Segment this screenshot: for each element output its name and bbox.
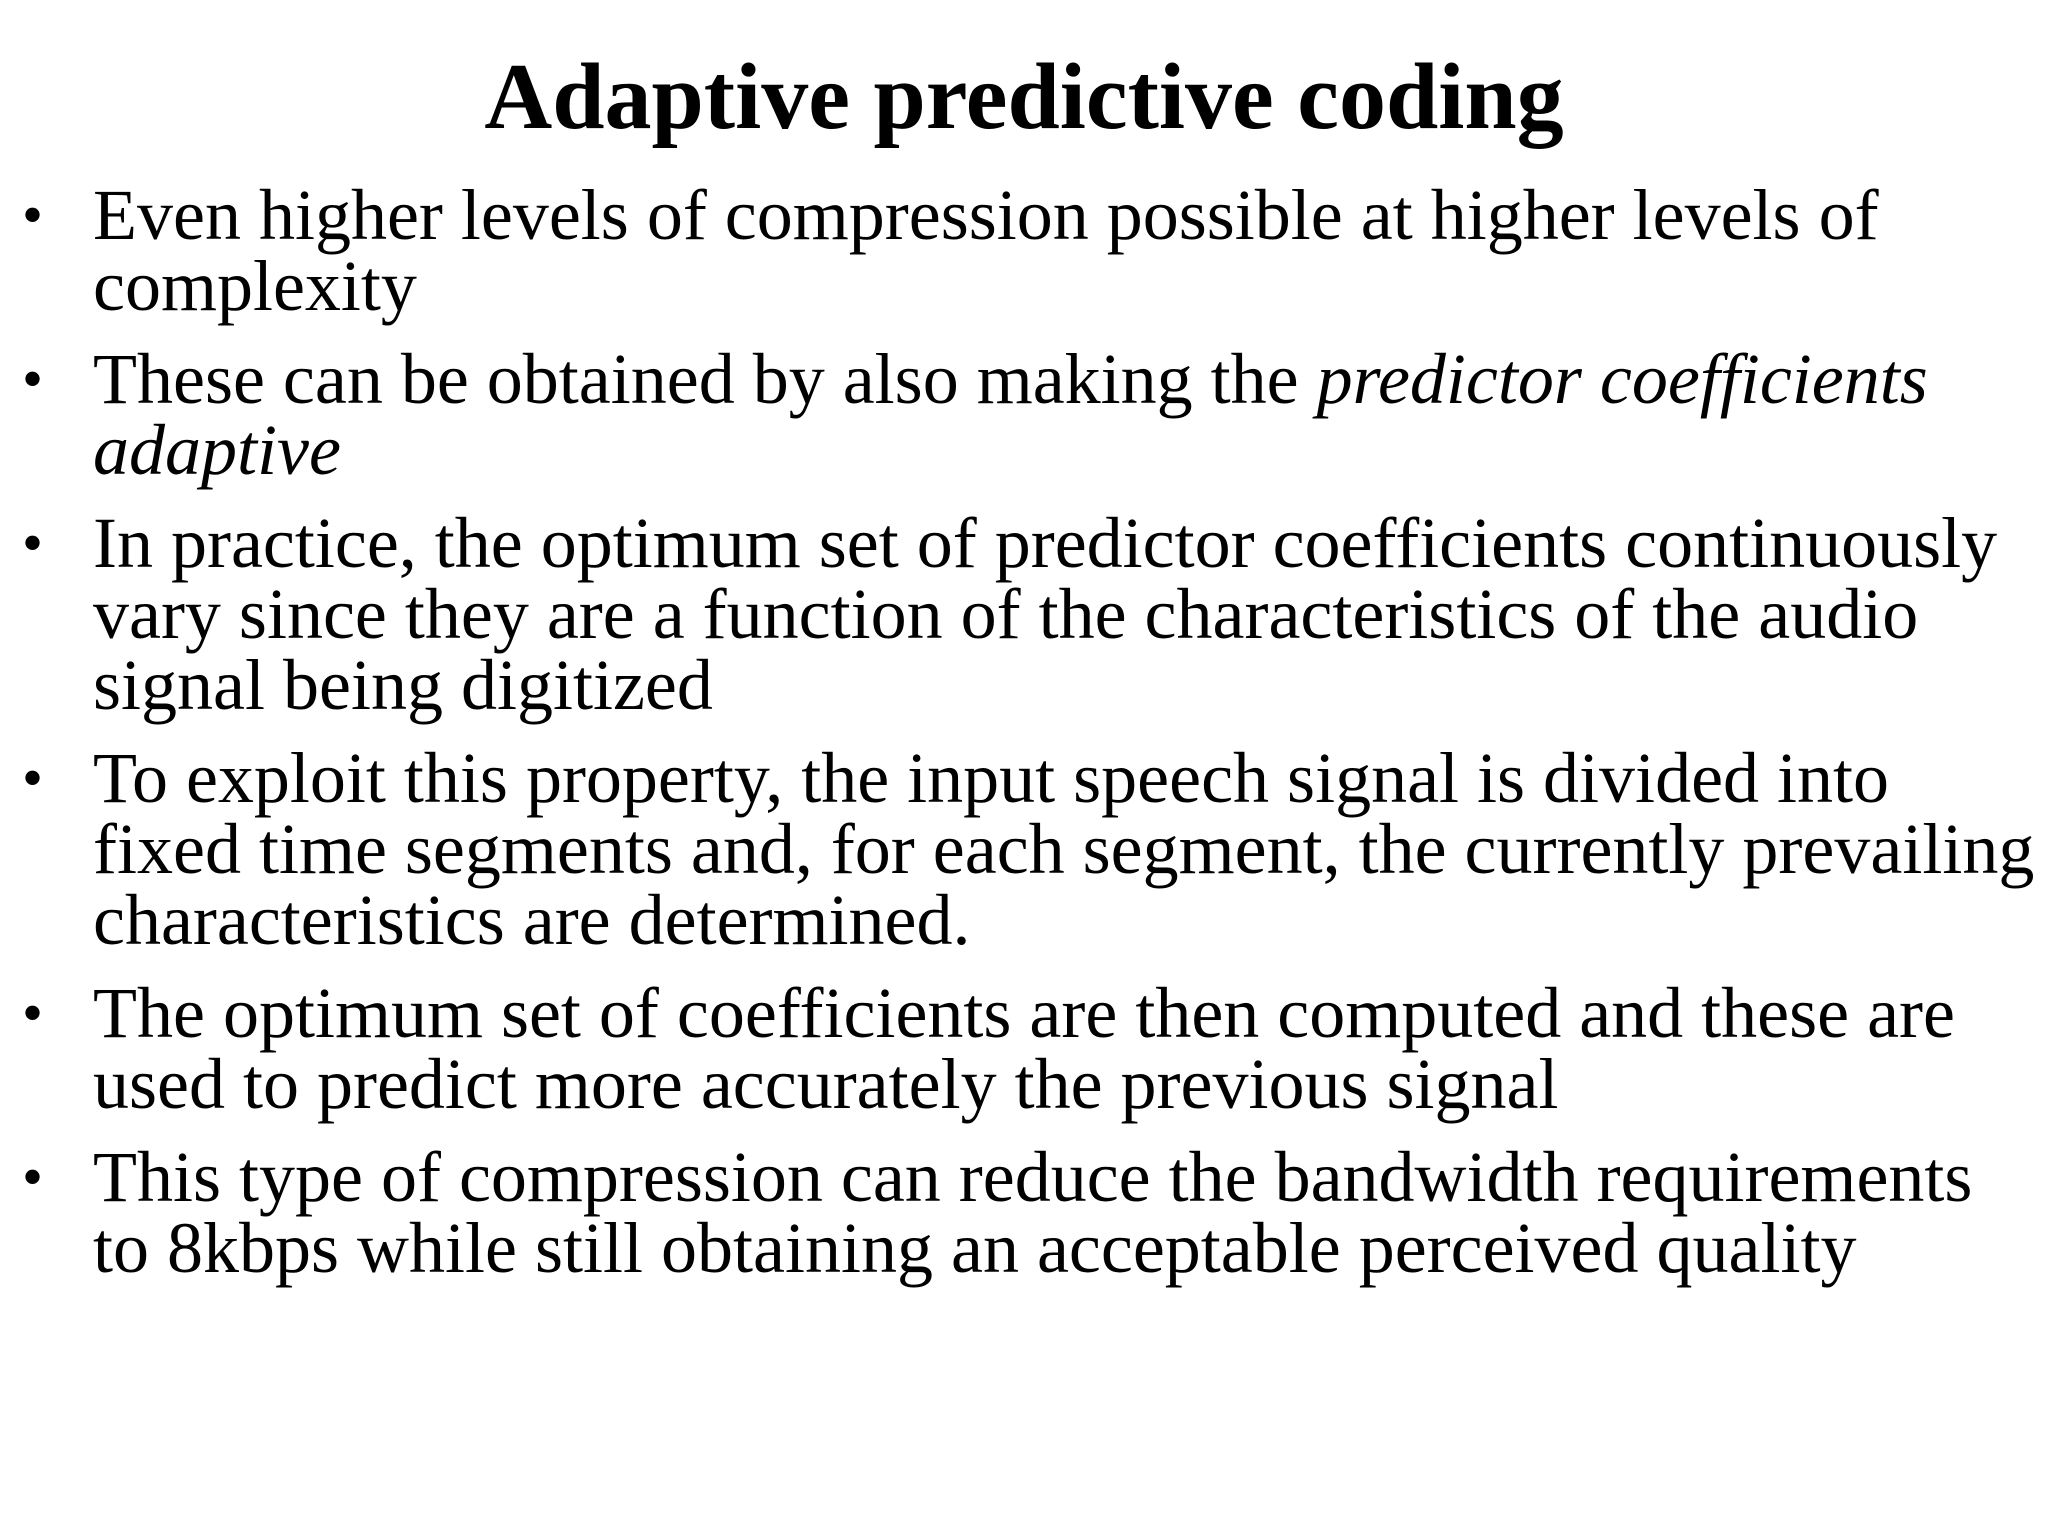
bullet-icon: • xyxy=(22,980,44,1046)
bullet-item xyxy=(0,339,2048,490)
bullet-text: In practice, the optimum set of predictor coefficients continuously vary since they are a function of the characteristics of the audio signal being digitized xyxy=(93,503,1998,725)
bullet-icon: • xyxy=(22,745,44,811)
bullet-icon: • xyxy=(22,510,44,576)
slide-title: Adaptive predictive coding xyxy=(484,45,1564,149)
bullet-text: This type of compression can reduce the bandwidth requirements to 8kbps while still obtaining an acceptable perceived quality xyxy=(93,1137,1973,1288)
bullet-emphasis-text: predictor coefficients adaptive xyxy=(93,339,1928,490)
bullet-item xyxy=(0,503,2048,725)
bullet-text: The optimum set of coefficients are then computed and these are used to predict more accurately the previous signal xyxy=(93,973,1955,1124)
bullet-text: These can be obtained by also making the xyxy=(93,339,1317,419)
bullet-item xyxy=(0,1137,2048,1288)
bullet-icon: • xyxy=(22,1144,44,1210)
bullet-item xyxy=(0,175,2048,326)
bullet-text: To exploit this property, the input speech signal is divided into fixed time segments and, for each segment, the currently prevailing characteristics are determined. xyxy=(93,738,2035,960)
bullet-item xyxy=(0,738,2048,960)
bullet-list xyxy=(0,175,2048,1306)
bullet-icon: • xyxy=(22,182,44,248)
bullet-icon: • xyxy=(22,346,44,412)
bullet-text: Even higher levels of compression possible at higher levels of complexity xyxy=(93,175,1879,326)
bullet-item xyxy=(0,973,2048,1124)
